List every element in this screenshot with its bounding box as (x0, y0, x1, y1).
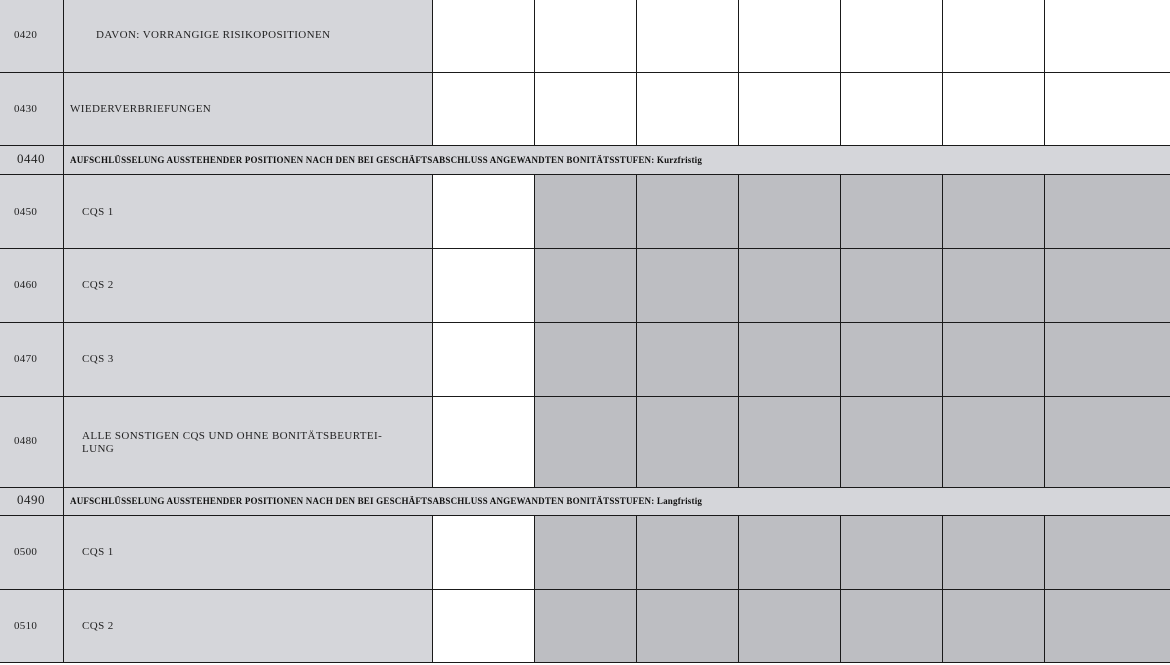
row-code: 0430 (14, 103, 38, 115)
row-code: 0440 (17, 151, 45, 166)
grid-line (0, 145, 1170, 146)
row-code: 0420 (14, 29, 38, 41)
grid-line (0, 396, 1170, 397)
grid-line (840, 0, 841, 145)
grid-line (63, 487, 64, 515)
row-label: WIEDERVERBRIEFUNGEN (70, 103, 212, 115)
grid-line (0, 322, 1170, 323)
grid-line (0, 174, 1170, 175)
row-0430-label-cell (0, 72, 432, 145)
grid-line (63, 0, 64, 145)
row-label: CQS 1 (82, 206, 114, 218)
row-0500-label-cell (0, 515, 432, 589)
row-0450-label-cell (0, 174, 432, 248)
grid-line (63, 515, 64, 662)
row-0450-input-cell[interactable] (432, 174, 534, 248)
grid-line (942, 515, 943, 662)
row-code: 0450 (14, 206, 38, 218)
grid-line (636, 174, 637, 487)
row-label-line-1: ALLE SONSTIGEN CQS UND OHNE BONITÄTSBEURTEI- (82, 430, 383, 442)
grid-line (432, 0, 433, 145)
grid-line (840, 515, 841, 662)
grid-line (738, 515, 739, 662)
grid-line (942, 0, 943, 145)
row-label: CQS 3 (82, 353, 114, 365)
row-0430-input-cells[interactable] (432, 72, 1170, 145)
grid-line (1044, 174, 1045, 487)
grid-line (0, 589, 1170, 590)
grid-line (840, 174, 841, 487)
row-0460-label-cell (0, 248, 432, 322)
grid-line (63, 174, 64, 487)
row-0470-label-cell (0, 322, 432, 396)
grid-line (534, 174, 535, 487)
grid-line (0, 662, 1170, 663)
grid-line (636, 0, 637, 145)
grid-line (63, 145, 64, 174)
grid-line (1044, 515, 1045, 662)
grid-line (1044, 0, 1045, 145)
row-0510-greyed-cells (534, 589, 1170, 662)
row-label: CQS 2 (82, 279, 114, 291)
grid-line (636, 515, 637, 662)
row-code: 0460 (14, 279, 38, 291)
grid-line (534, 515, 535, 662)
grid-line (534, 0, 535, 145)
row-label: DAVON: VORRANGIGE RISIKOPOSITIONEN (96, 29, 331, 41)
row-code: 0510 (14, 620, 38, 632)
row-0510-input-cell[interactable] (432, 589, 534, 662)
grid-line (0, 72, 1170, 73)
row-0470-greyed-cells (534, 322, 1170, 396)
row-0500-input-cell[interactable] (432, 515, 534, 589)
grid-line (432, 515, 433, 662)
row-code: 0490 (17, 492, 45, 507)
row-0500-greyed-cells (534, 515, 1170, 589)
row-code: 0500 (14, 546, 38, 558)
row-0420-input-cells[interactable] (432, 0, 1170, 72)
row-0460-input-cell[interactable] (432, 248, 534, 322)
row-code: 0480 (14, 435, 38, 447)
grid-line (738, 174, 739, 487)
row-0460-greyed-cells (534, 248, 1170, 322)
row-label: CQS 2 (82, 620, 114, 632)
grid-line (942, 174, 943, 487)
row-label-line-2: LUNG (82, 443, 115, 455)
section-header-title: AUFSCHLÜSSELUNG AUSSTEHENDER POSITIONEN NACH DEN BEI GESCHÄFTSABSCHLUSS ANGEWANDTEN BONITÄTSSTUFEN: Kurzfristig (70, 155, 703, 165)
row-code: 0470 (14, 353, 38, 365)
grid-line (432, 174, 433, 487)
row-0510-label-cell (0, 589, 432, 662)
section-header-title: AUFSCHLÜSSELUNG AUSSTEHENDER POSITIONEN NACH DEN BEI GESCHÄFTSABSCHLUSS ANGEWANDTEN BONITÄTSSTUFEN: Langfristig (70, 496, 703, 506)
grid-line (0, 248, 1170, 249)
grid-line (738, 0, 739, 145)
row-0480-input-cell[interactable] (432, 396, 534, 487)
grid-line (0, 487, 1170, 488)
row-label: CQS 1 (82, 546, 114, 558)
row-0480-greyed-cells (534, 396, 1170, 487)
grid-line (0, 515, 1170, 516)
row-0450-greyed-cells (534, 174, 1170, 248)
row-0470-input-cell[interactable] (432, 322, 534, 396)
